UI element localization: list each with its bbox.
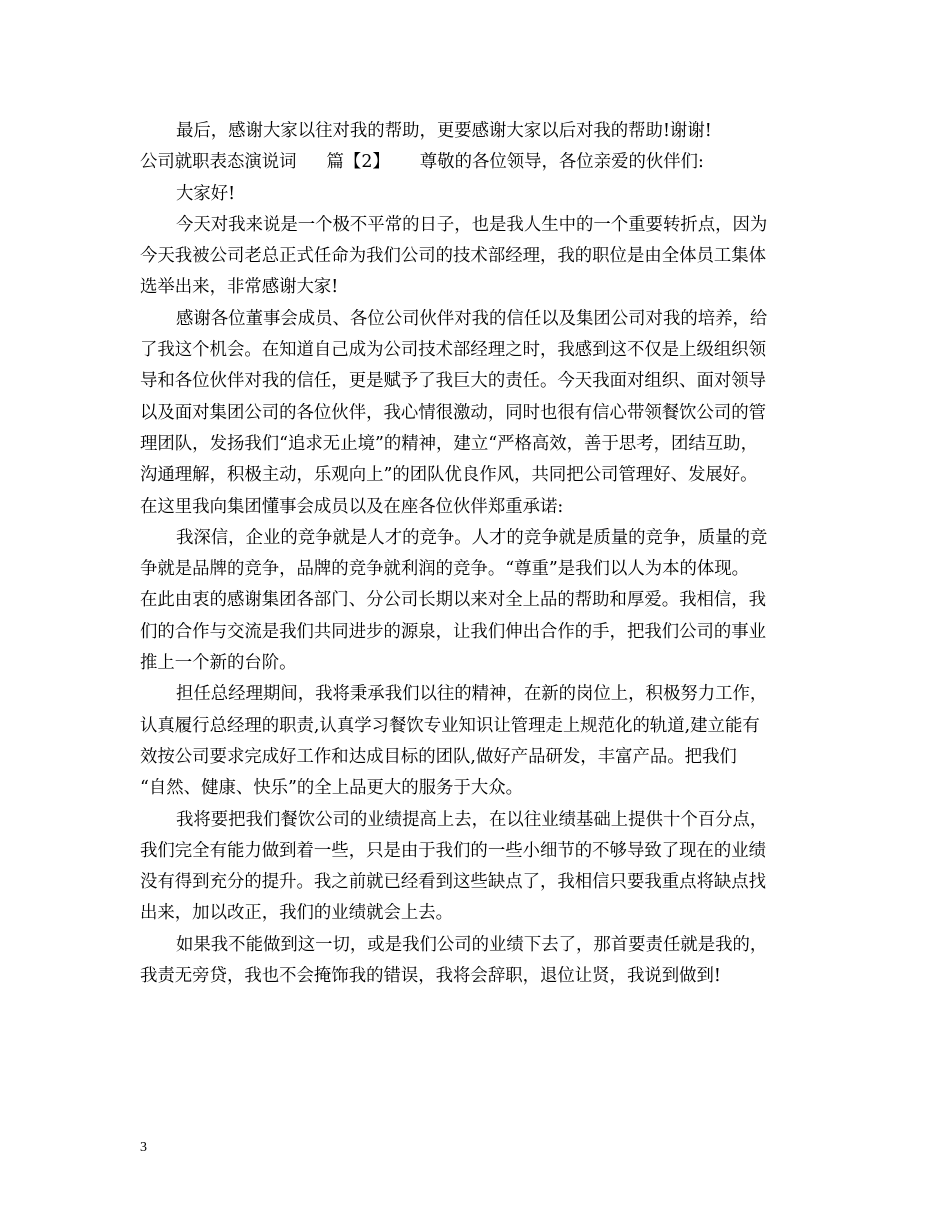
paragraph-line: 争就是品牌的竞争，品牌的竞争就利润的竞争。“尊重”是我们以人为本的体现。	[140, 559, 750, 580]
paragraph-line: 了我这个机会。在知道自己成为公司技术部经理之时，我感到这不仅是上级组织领	[140, 340, 767, 361]
heading-line	[140, 147, 825, 178]
paragraph-line: 出来，加以改正，我们的业绩就会上去。	[140, 903, 454, 924]
paragraph-line: 导和各位伙伴对我的信任，更是赋予了我巨大的责任。今天我面对组织、面对领导	[140, 371, 767, 392]
paragraph-line: 今天我被公司老总正式任命为我们公司的技术部经理，我的职位是由全体员工集体	[140, 246, 767, 267]
paragraph-line: 没有得到充分的提升。我之前就已经看到这些缺点了，我相信只要我重点将缺点找	[140, 872, 767, 893]
section-label: 篇【2】	[326, 152, 390, 173]
paragraph-line: 感谢各位董事会成员、各位公司伙伴对我的信任以及集团公司对我的培养，给	[176, 308, 768, 329]
paragraph-line: 担任总经理期间，我将秉承我们以往的精神，在新的岗位上，积极努力工作，	[176, 684, 768, 705]
paragraph-line: 如果我不能做到这一切，或是我们公司的业绩下去了，那首要责任就是我的，	[176, 934, 768, 955]
paragraph-line: 认真履行总经理的职责,认真学习餐饮专业知识让管理走上规范化的轨道,建立能有	[140, 715, 760, 736]
paragraph-line: 们的合作与交流是我们共同进步的源泉，让我们伸出合作的手，把我们公司的事业	[140, 621, 767, 642]
salutation: 尊敬的各位领导，各位亲爱的伙伴们:	[419, 152, 704, 173]
paragraph-line: 推上一个新的台阶。	[140, 653, 297, 674]
paragraph-line: 我将要把我们餐饮公司的业绩提高上去，在以往业绩基础上提供十个百分点，	[176, 809, 768, 830]
paragraph-line: 理团队，发扬我们“追求无止境”的精神，建立“严格高效，善于思考，团结互助，	[140, 433, 758, 454]
paragraph-line: “自然、健康、快乐”的全上品更大的服务于大众。	[140, 778, 523, 799]
paragraph-line: 沟通理解，积极主动，乐观向上”的团队优良作风，共同把公司管理好、发展好。	[140, 465, 758, 486]
paragraph-line: 我深信，企业的竞争就是人才的竞争。人才的竞争就是质量的竞争，质量的竞	[176, 527, 768, 548]
greeting: 大家好!	[176, 183, 236, 204]
speech-title: 公司就职表态演说词	[140, 152, 297, 173]
paragraph-line: 以及面对集团公司的各位伙伴，我心情很激动，同时也很有信心带领餐饮公司的管	[140, 402, 767, 423]
page-number: 3	[140, 1140, 147, 1155]
paragraph-line: 在这里我向集团懂事会成员以及在座各位伙伴郑重承诺:	[140, 496, 564, 517]
paragraph-line: 效按公司要求完成好工作和达成目标的团队,做好产品研发，丰富产品。把我们	[140, 746, 737, 767]
paragraph-line: 最后，感谢大家以往对我的帮助，更要感谢大家以后对我的帮助!谢谢!	[176, 121, 712, 141]
paragraph-line: 在此由衷的感谢集团各部门、分公司长期以来对全上品的帮助和厚爱。我相信，我	[140, 590, 767, 611]
paragraph-line: 今天对我来说是一个极不平常的日子，也是我人生中的一个重要转折点，因为	[176, 214, 768, 235]
paragraph-line: 我责无旁贷，我也不会掩饰我的错误，我将会辞职，退位让贤，我说到做到!	[140, 966, 721, 987]
document-body	[140, 116, 825, 992]
paragraph-line: 我们完全有能力做到着一些，只是由于我们的一些小细节的不够导致了现在的业绩	[140, 840, 767, 861]
paragraph-line: 选举出来，非常感谢大家!	[140, 277, 339, 298]
